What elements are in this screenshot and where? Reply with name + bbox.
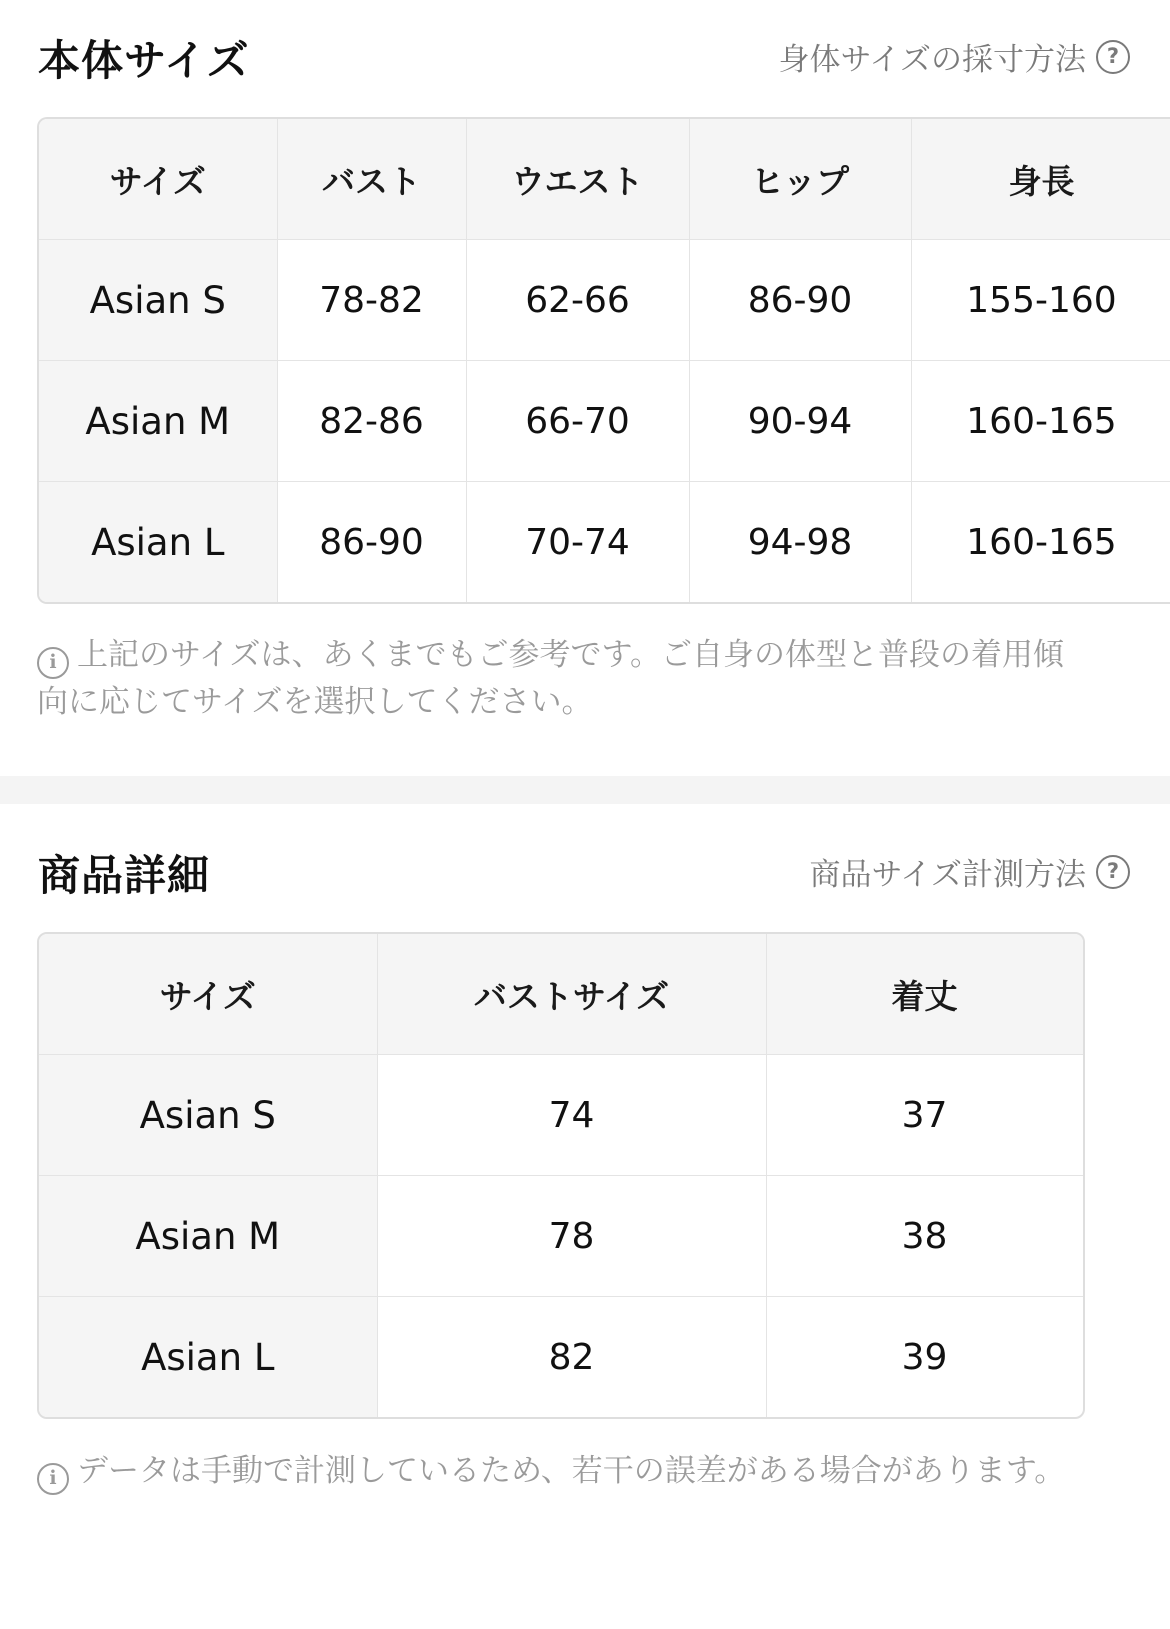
table-header-row [39, 934, 1083, 1055]
table-cell: 82 [377, 1297, 766, 1418]
body-measure-help-link[interactable] [778, 34, 1130, 79]
size-label-cell: Asian L [39, 482, 277, 603]
size-label-cell: Asian S [39, 1055, 377, 1176]
size-label-cell: Asian M [39, 361, 277, 482]
product-detail-header [0, 815, 1170, 925]
table-cell: 78 [377, 1176, 766, 1297]
section-divider [0, 776, 1170, 804]
product-detail-table [37, 932, 1085, 1419]
table-cell: 70-74 [466, 482, 689, 603]
column-header: ヒップ [689, 119, 911, 240]
info-circle-icon: i [37, 647, 69, 679]
product-detail-note [37, 1448, 1077, 1495]
body-size-note-text: 上記のサイズは、あくまでもご参考です。ご自身の体型と普段の着用傾向に応じてサイズを選択してください。 [37, 637, 1065, 720]
table-row [39, 1055, 1083, 1176]
table-cell: 39 [766, 1297, 1083, 1418]
column-header: 身長 [911, 119, 1170, 240]
column-header: バスト [277, 119, 466, 240]
table-cell: 62-66 [466, 240, 689, 361]
body-measure-help-label: 身体サイズの採寸方法 [778, 42, 1086, 78]
body-size-table [37, 117, 1170, 604]
table-cell: 74 [377, 1055, 766, 1176]
table-row [39, 361, 1170, 482]
product-measure-help-link[interactable] [809, 849, 1130, 894]
product-detail-note-text: データは手動で計測しているため、若干の誤差がある場合があります。 [77, 1453, 1066, 1489]
table-cell: 160-165 [911, 482, 1170, 603]
info-circle-icon: i [37, 1463, 69, 1495]
product-measure-help-label: 商品サイズ計測方法 [809, 857, 1086, 893]
table-cell: 37 [766, 1055, 1083, 1176]
body-size-title: 本体サイズ [38, 36, 250, 85]
size-label-cell: Asian S [39, 240, 277, 361]
column-header: サイズ [39, 934, 377, 1055]
question-circle-icon: ? [1096, 855, 1130, 889]
body-size-header [0, 0, 1170, 110]
table-cell: 38 [766, 1176, 1083, 1297]
table-cell: 155-160 [911, 240, 1170, 361]
table-cell: 66-70 [466, 361, 689, 482]
column-header: バストサイズ [377, 934, 766, 1055]
table-cell: 86-90 [689, 240, 911, 361]
table-row [39, 482, 1170, 603]
table-row [39, 240, 1170, 361]
size-label-cell: Asian M [39, 1176, 377, 1297]
column-header: ウエスト [466, 119, 689, 240]
table-cell: 160-165 [911, 361, 1170, 482]
table-row [39, 1297, 1083, 1418]
table-cell: 86-90 [277, 482, 466, 603]
table-cell: 82-86 [277, 361, 466, 482]
table-cell: 94-98 [689, 482, 911, 603]
column-header: サイズ [39, 119, 277, 240]
table-cell: 90-94 [689, 361, 911, 482]
question-circle-icon: ? [1096, 40, 1130, 74]
table-cell: 78-82 [277, 240, 466, 361]
product-detail-title: 商品詳細 [38, 851, 211, 900]
column-header: 着丈 [766, 934, 1083, 1055]
size-label-cell: Asian L [39, 1297, 377, 1418]
table-header-row [39, 119, 1170, 240]
table-row [39, 1176, 1083, 1297]
body-size-note [37, 632, 1077, 725]
